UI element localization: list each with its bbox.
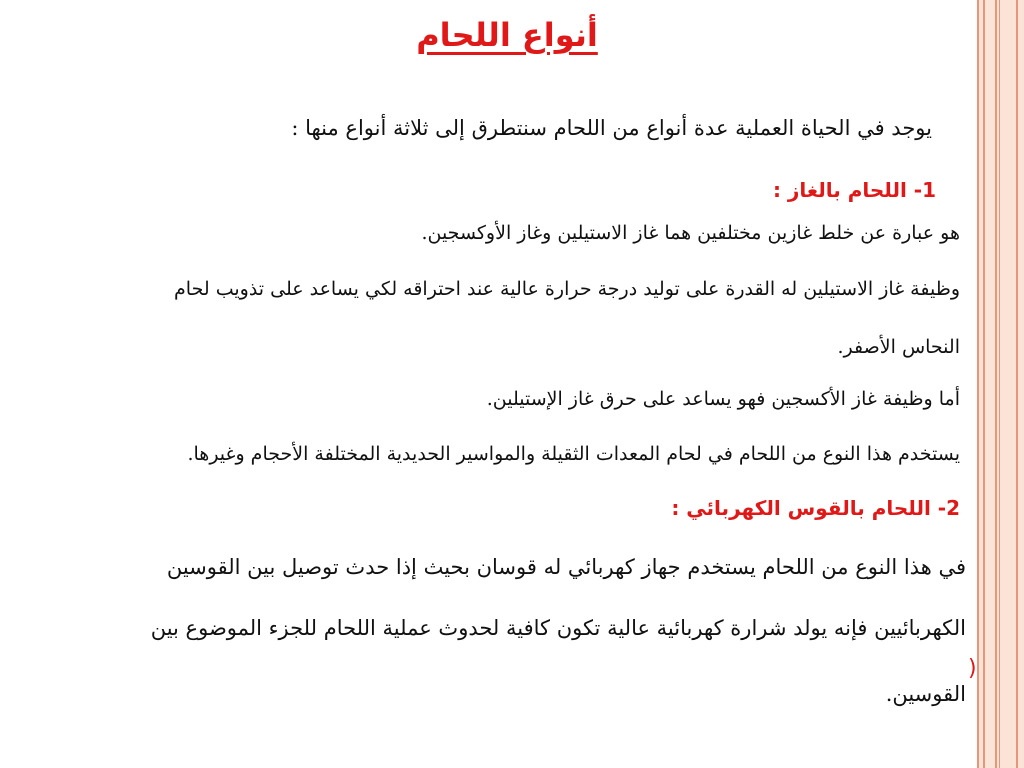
decorative-border bbox=[977, 0, 1024, 768]
arc-welding-line: في هذا النوع من اللحام يستخدم جهاز كهربائي له قوسان بحيث إذا حدث توصيل بين القوسين bbox=[166, 555, 966, 579]
gas-welding-line: يستخدم هذا النوع من اللحام في لحام المعدات الثقيلة والمواسير الحديدية المختلفة الأحجام وغيرها. bbox=[187, 443, 960, 465]
intro-text: يوجد في الحياة العملية عدة أنواع من اللحام سنتطرق إلى ثلاثة أنواع منها : bbox=[291, 116, 932, 140]
gas-welding-line: وظيفة غاز الاستيلين له القدرة على توليد درجة حرارة عالية عند احتراقه لكي يساعد على تذويب لحام bbox=[174, 278, 960, 300]
gas-welding-line: أما وظيفة غاز الأكسجين فهو يساعد على حرق غاز الإستيلين. bbox=[486, 388, 960, 410]
arc-welding-line: القوسين. bbox=[885, 682, 966, 706]
gas-welding-line: النحاس الأصفر. bbox=[837, 336, 960, 358]
stray-parenthesis: ) bbox=[968, 656, 977, 681]
arc-welding-line: الكهربائيين فإنه يولد شرارة كهربائية عالية تكون كافية لحدوث عملية اللحام للجزء الموضوع بين bbox=[150, 616, 966, 640]
section-heading-arc-welding: 2- اللحام بالقوس الكهربائي : bbox=[671, 496, 960, 520]
slide-title: أنواع اللحام bbox=[416, 16, 598, 54]
section-heading-gas-welding: 1- اللحام بالغاز : bbox=[772, 178, 936, 202]
gas-welding-line: هو عبارة عن خلط غازين مختلفين هما غاز الاستيلين وغاز الأوكسجين. bbox=[421, 222, 960, 244]
